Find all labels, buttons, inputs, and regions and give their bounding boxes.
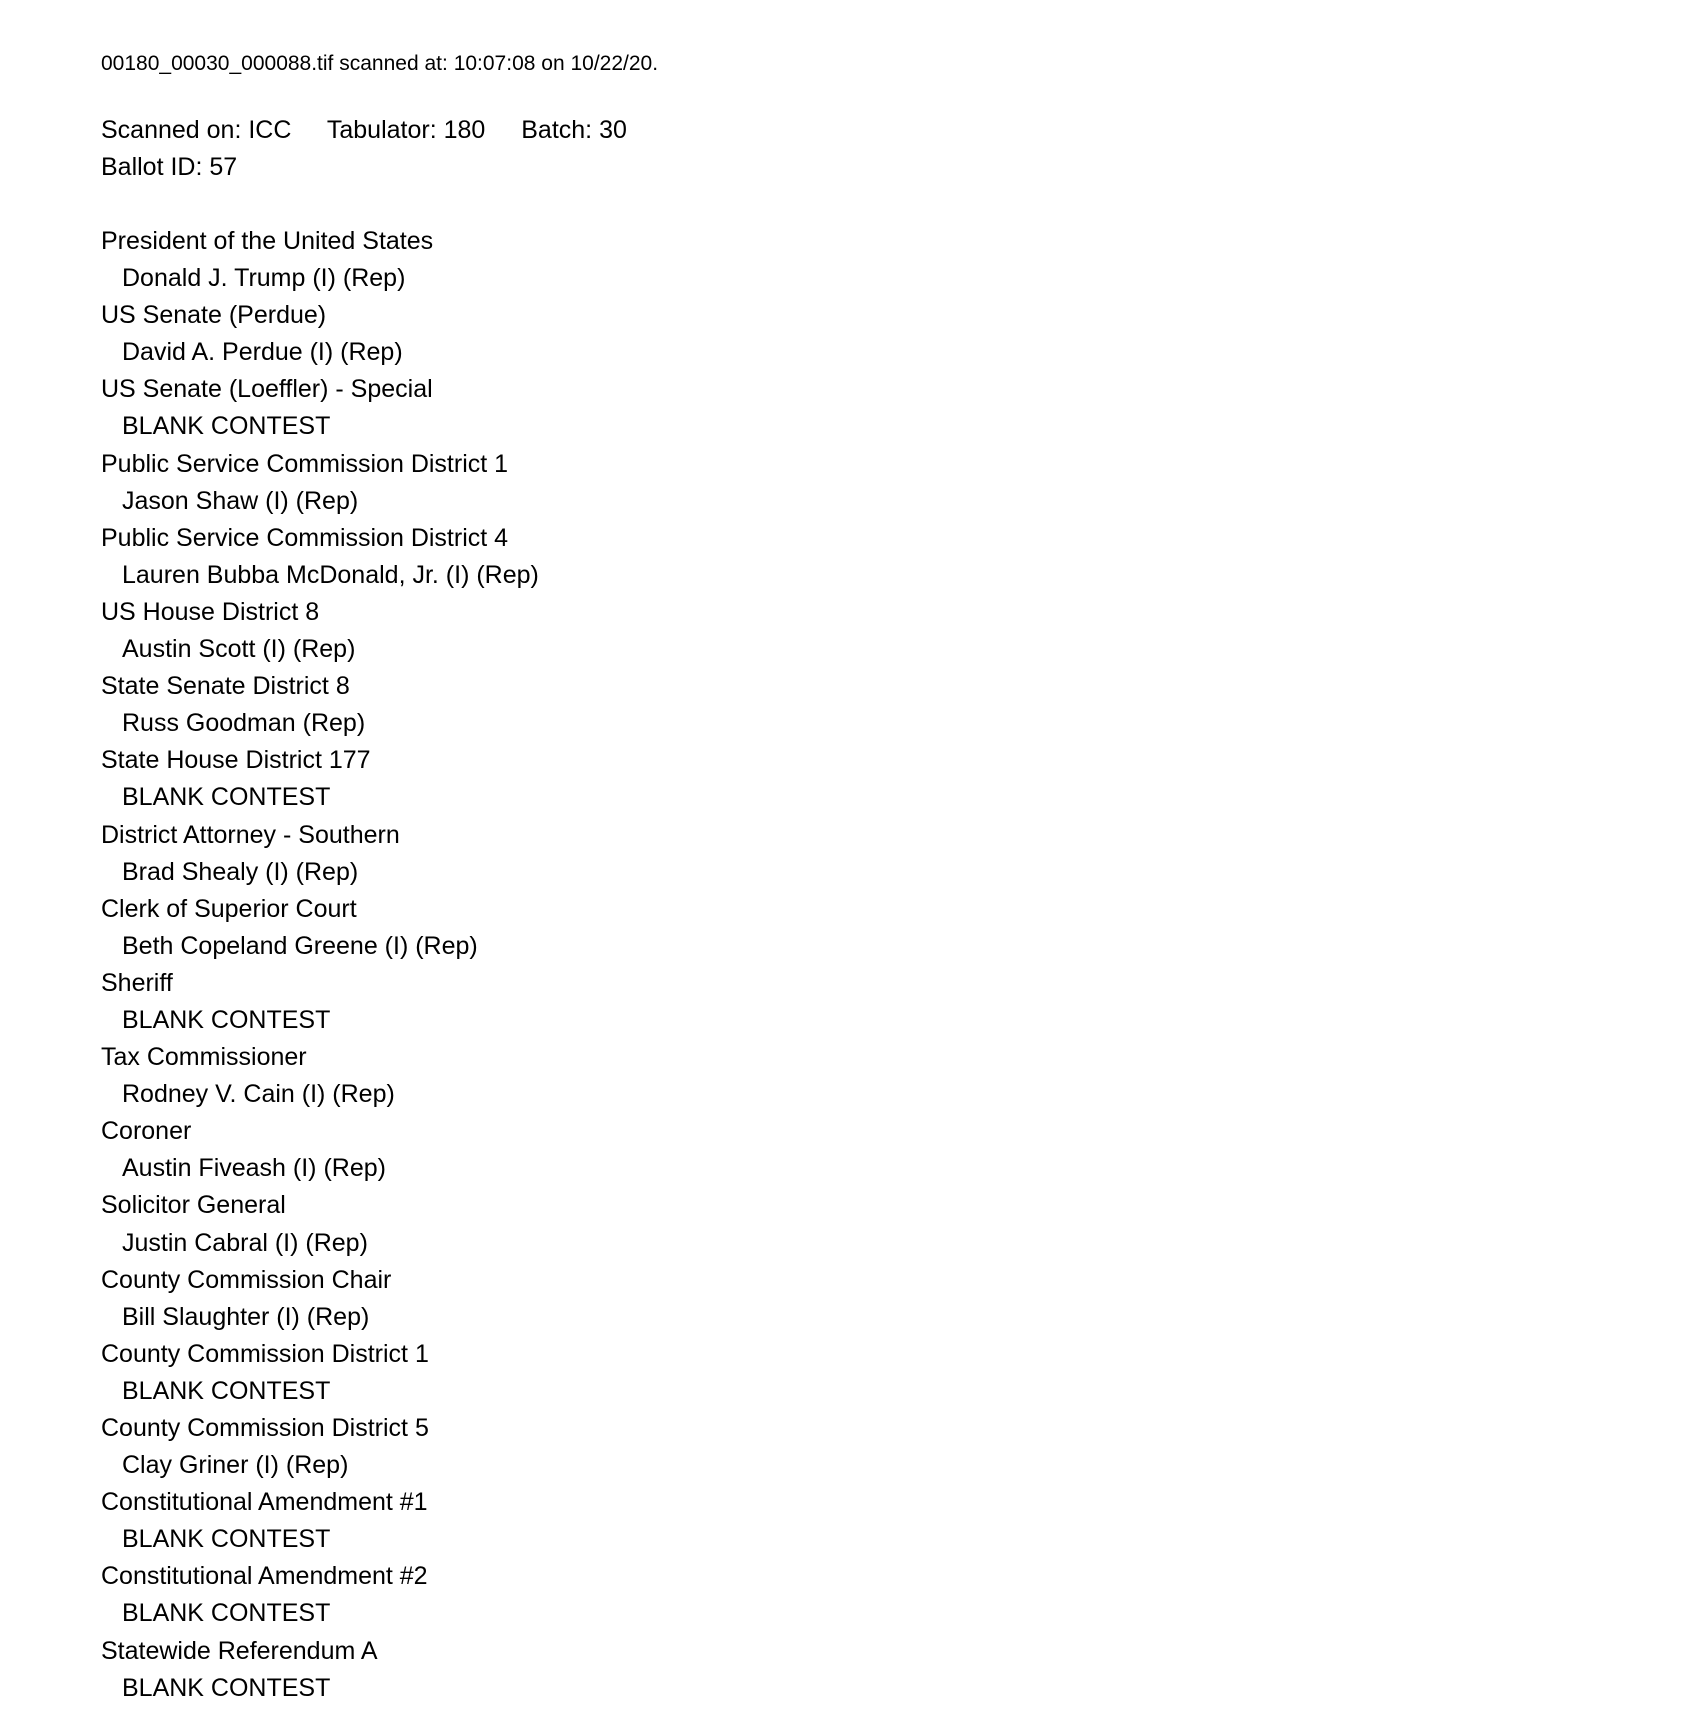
contest-item	[101, 668, 539, 742]
scan-time: 10:07:08	[453, 52, 536, 75]
contest-item	[101, 1039, 539, 1113]
contest-choice: Brad Shealy (I) (Rep)	[122, 857, 359, 886]
scan-header	[101, 50, 658, 78]
scan-date: 10/22/20.	[570, 52, 659, 75]
ballot-id-value: 57	[209, 153, 238, 181]
batch-label: Batch:	[521, 116, 593, 144]
contest-choice: Donald J. Trump (I) (Rep)	[122, 264, 406, 293]
meta-row-scan	[101, 112, 627, 149]
contest-item	[101, 1633, 539, 1707]
contest-title: Statewide Referendum A	[101, 1636, 378, 1665]
contest-title: Coroner	[101, 1117, 192, 1146]
contest-item	[101, 520, 539, 594]
contest-title: County Commission District 1	[101, 1339, 429, 1368]
contest-choice: David A. Perdue (I) (Rep)	[122, 338, 403, 367]
contest-choice: Beth Copeland Greene (I) (Rep)	[122, 931, 478, 960]
contest-title: Constitutional Amendment #2	[101, 1562, 428, 1591]
contest-item	[101, 1113, 539, 1187]
contest-choice: BLANK CONTEST	[122, 412, 331, 441]
contest-title: Solicitor General	[101, 1191, 286, 1220]
scan-on-label: on	[541, 52, 565, 75]
contest-title: Sheriff	[101, 968, 173, 997]
scanned-on-value: ICC	[248, 116, 292, 144]
contest-item	[101, 1262, 539, 1336]
contest-item	[101, 1484, 539, 1558]
contest-title: District Attorney - Southern	[101, 820, 400, 849]
contest-title: US Senate (Perdue)	[101, 301, 327, 330]
scan-file-name: 00180_00030_000088.tif	[101, 52, 334, 75]
tabulator-label: Tabulator:	[326, 116, 437, 144]
contest-title: Public Service Commission District 4	[101, 523, 509, 552]
contest-list	[101, 223, 539, 1707]
contest-choice: Jason Shaw (I) (Rep)	[122, 486, 359, 515]
contest-choice: Clay Griner (I) (Rep)	[122, 1451, 349, 1480]
scan-at-label: scanned at:	[339, 52, 448, 75]
scanned-on-label: Scanned on:	[101, 116, 242, 144]
contest-choice: BLANK CONTEST	[122, 1599, 331, 1628]
contest-item	[101, 223, 539, 297]
tabulator-value: 180	[443, 116, 486, 144]
contest-choice: BLANK CONTEST	[122, 1005, 331, 1034]
contest-choice: Austin Fiveash (I) (Rep)	[122, 1154, 386, 1183]
contest-item	[101, 742, 539, 816]
ballot-meta	[101, 112, 627, 186]
contest-choice: BLANK CONTEST	[122, 1376, 331, 1405]
contest-item	[101, 446, 539, 520]
contest-item	[101, 371, 539, 445]
contest-choice: Austin Scott (I) (Rep)	[122, 635, 356, 664]
contest-choice: BLANK CONTEST	[122, 1673, 331, 1702]
contest-choice: BLANK CONTEST	[122, 783, 331, 812]
contest-choice: BLANK CONTEST	[122, 1525, 331, 1554]
contest-item	[101, 1410, 539, 1484]
contest-title: State Senate District 8	[101, 672, 350, 701]
ballot-id-label: Ballot ID:	[101, 153, 203, 181]
contest-item	[101, 594, 539, 668]
contest-item	[101, 817, 539, 891]
contest-item	[101, 965, 539, 1039]
contest-title: Tax Commissioner	[101, 1043, 307, 1072]
contest-title: County Commission Chair	[101, 1265, 392, 1294]
contest-title: US Senate (Loeffler) - Special	[101, 375, 433, 404]
contest-title: US House District 8	[101, 597, 320, 626]
contest-choice: Justin Cabral (I) (Rep)	[122, 1228, 368, 1257]
contest-item	[101, 1336, 539, 1410]
contest-title: Public Service Commission District 1	[101, 449, 509, 478]
contest-choice: Lauren Bubba McDonald, Jr. (I) (Rep)	[122, 560, 539, 589]
contest-item	[101, 1558, 539, 1632]
contest-title: Constitutional Amendment #1	[101, 1488, 428, 1517]
contest-title: County Commission District 5	[101, 1414, 429, 1442]
contest-choice: Bill Slaughter (I) (Rep)	[122, 1302, 370, 1331]
contest-item	[101, 1187, 539, 1261]
contest-choice: Rodney V. Cain (I) (Rep)	[122, 1080, 395, 1109]
contest-title: President of the United States	[101, 227, 434, 255]
contest-choice: Russ Goodman (Rep)	[122, 709, 366, 738]
meta-row-ballot	[101, 149, 627, 186]
contest-title: Clerk of Superior Court	[101, 894, 357, 923]
contest-item	[101, 297, 539, 371]
contest-title: State House District 177	[101, 746, 371, 775]
contest-item	[101, 891, 539, 965]
batch-value: 30	[599, 116, 627, 144]
